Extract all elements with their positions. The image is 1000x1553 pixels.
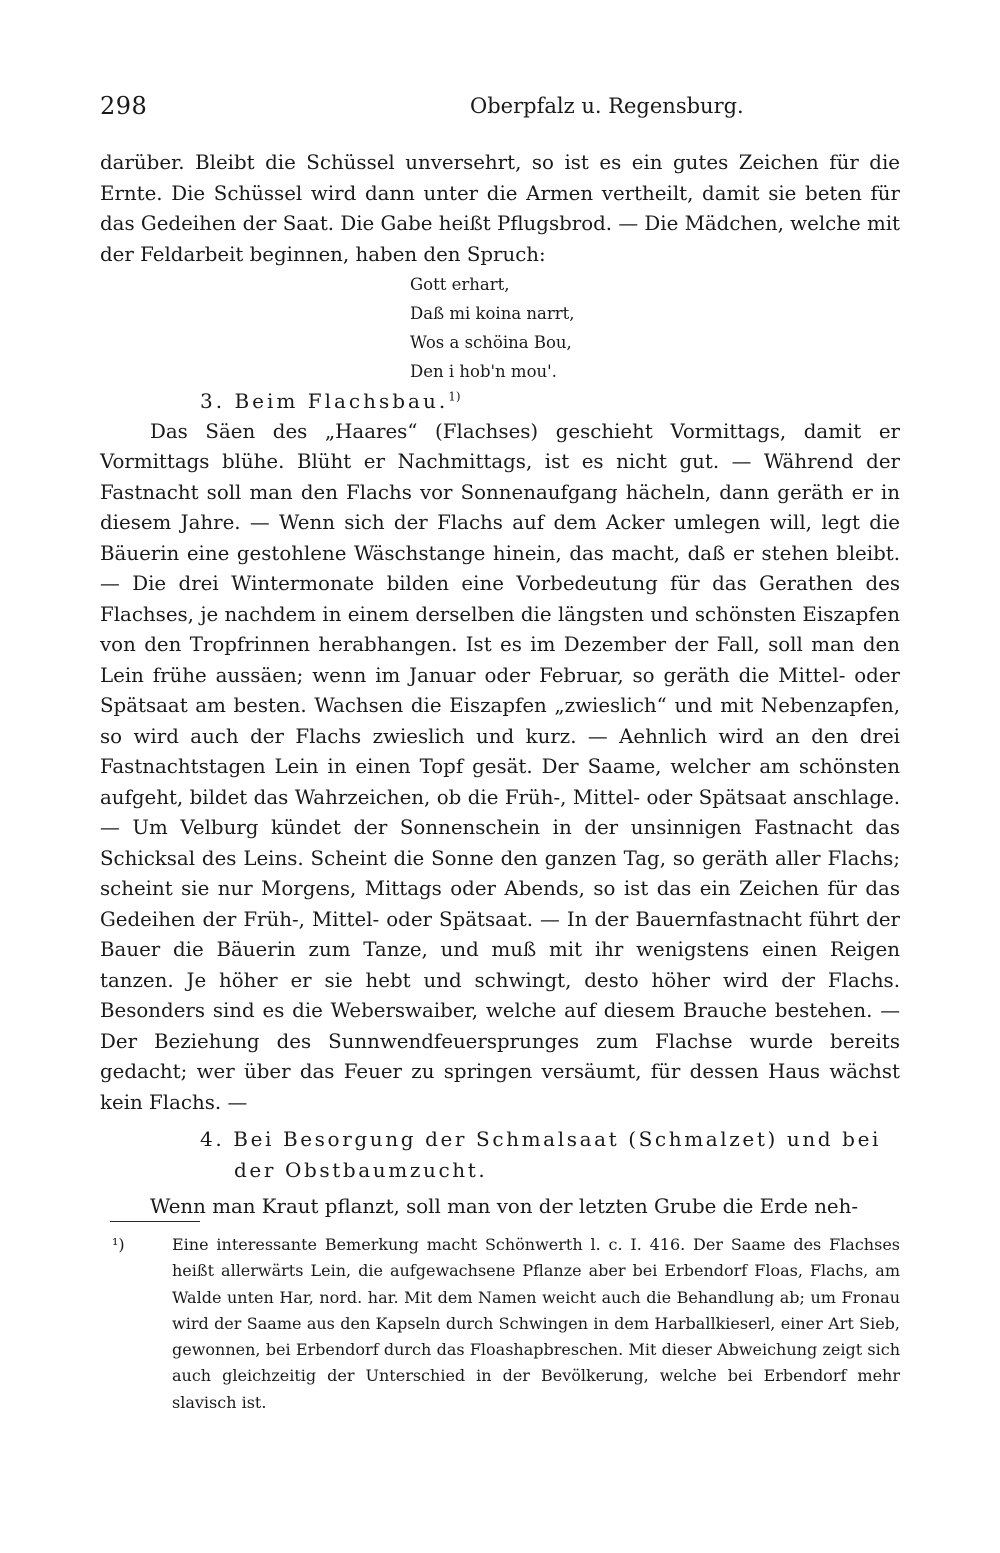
running-head: Oberpfalz u. Regensburg. xyxy=(470,94,744,118)
footnote-marker: ¹) xyxy=(112,1235,125,1254)
paragraph-continuation: darüber. Bleibt die Schüssel unversehrt, so ist es ein gutes Zeichen für die Ernte. Die Schüssel wird dann unter die Armen vertheilt, damit sie beten für das Gedeihen der Saat. Die Gabe heißt Pflugsbrod. — Die Mädchen, welche mit der Feldarbeit beginnen, haben den Spruch: xyxy=(100,151,900,266)
verse-block xyxy=(410,270,900,386)
verse-line: Wos a schöina Bou, xyxy=(410,333,572,352)
section-heading-4 xyxy=(200,1124,900,1186)
footnote xyxy=(112,1232,900,1416)
body-text xyxy=(100,148,900,1223)
section-title-line2: der Obstbaumzucht. xyxy=(234,1158,488,1182)
page-header xyxy=(100,92,900,132)
section-heading-3 xyxy=(200,386,900,417)
verse-line: Den i hob'n mou'. xyxy=(410,362,557,381)
footnote-separator xyxy=(110,1221,200,1222)
verse-line: Gott erhart, xyxy=(410,275,510,294)
paragraph-schmalsaat: Wenn man Kraut pflanzt, soll man von der letzten Grube die Erde neh- xyxy=(150,1195,859,1218)
verse-line: Daß mi koina narrt, xyxy=(410,304,575,323)
section-number: 3. xyxy=(200,389,226,413)
section-number: 4. xyxy=(200,1127,225,1151)
section-title-line1: Bei Besorgung der Schmalsaat (Schmalzet) und bei xyxy=(233,1127,882,1151)
paragraph-flachsbau: Das Säen des „Haares“ (Flachses) geschieht Vormittags, damit er Vormittags blühe. Blüht er Nachmittags, ist es nicht gut. — Während der Fastnacht soll man den Flachs vor Sonnenaufgang hächeln, dann geräth er in diesem Jahre. — Wenn sich der Flachs auf dem Acker umlegen will, legt die Bäuerin eine gestohlene Wäschstange hinein, das macht, daß er stehen bleibt. — Die drei Wintermonate bilden eine Vorbedeutung für das Gerathen des Flachses, je nachdem in einem derselben die längsten und schönsten Eiszapfen von den Tropfrinnen herabhangen. Ist es im Dezember der Fall, soll man den Lein frühe aussäen; wenn im Januar oder Februar, so geräth die Mittel- oder Spätsaat am besten. Wachsen die Eiszapfen „zwieslich“ und mit Nebenzapfen, so wird auch der Flachs zwieslich und kurz. — Aehnlich wird an den drei Fastnachtstagen Lein in einen Topf gesät. Der Saame, welcher am schönsten aufgeht, bildet das Wahrzeichen, ob die Früh-, Mittel- oder Spätsaat anschlage. — Um Velburg kündet der Sonnenschein in der unsinnigen Fastnacht das Schicksal des Leins. Scheint die Sonne den ganzen Tag, so geräth aller Flachs; scheint sie nur Morgens, Mittags oder Abends, so ist das ein Zeichen für das Gedeihen der Früh-, Mittel- oder Spätsaat. — In der Bauernfastnacht führt der Bauer die Bäuerin zum Tanze, und muß mit ihr wenigstens einen Reigen tanzen. Je höher er sie hebt und schwingt, desto höher wird der Flachs. Besonders sind es die Weberswaiber, welche auf diesem Brauche bestehen. — Der Beziehung des Sunnwendfeuersprunges zum Flachse wurde bereits gedacht; wer über das Feuer zu springen versäumt, für dessen Haus wächst kein Flachs. — xyxy=(100,419,900,1114)
page-number: 298 xyxy=(100,92,148,120)
section-title: Beim Flachsbau. xyxy=(234,389,449,413)
footnote-text: Eine interessante Bemerkung macht Schönwerth l. c. I. 416. Der Saame des Flachses heißt allerwärts Lein, die aufgewachsene Pflanze aber bei Erbendorf Floas, Flachs, am Walde unten Har, nord. har. Mit dem Namen weicht auch die Behandlung ab; um Fronau wird der Saame aus den Kapseln durch Schwingen in dem Harballkieserl, einer Art Sieb, gewonnen, bei Erbendorf durch das Floashapbreschen. Mit dieser Abweichung zeigt sich auch gleichzeitig der Unterschied in der Bevölkerung, welche bei Erbendorf mehr slavisch ist. xyxy=(172,1235,900,1412)
footnote-reference[interactable]: 1) xyxy=(448,389,461,404)
footnote-paragraph xyxy=(112,1232,900,1416)
